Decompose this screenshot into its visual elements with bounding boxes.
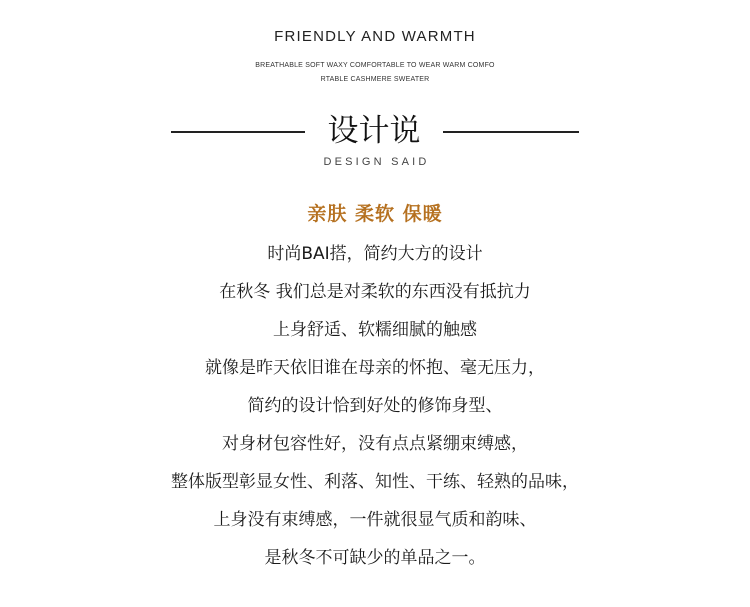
subtitle-line-1: BREATHABLE SOFT WAXY COMFORTABLE TO WEAR WARM COMFO (255, 62, 495, 69)
highlight-tagline: 亲肤 柔软 保暖 (307, 203, 443, 225)
body-line: 是秋冬不可缺少的单品之一。 (264, 548, 486, 568)
body-line: 上身没有束缚感，一件就很显气质和韵味、 (213, 510, 537, 530)
title-en: FRIENDLY AND WARMTH (274, 28, 476, 45)
body-line: 整体版型彰显女性、利落、知性、干练、轻熟的品味， (171, 472, 579, 492)
heading-rule-left (171, 131, 305, 133)
body-line: 上身舒适、软糯细腻的触感 (273, 320, 477, 340)
heading-rule-right (443, 131, 579, 133)
section-heading (0, 108, 750, 156)
body-line: 在秋冬 我们总是对柔软的东西没有抵抗力 (219, 282, 531, 302)
subtitle-en (0, 59, 750, 87)
body-line: 对身材包容性好，没有点点紧绷束缚感， (222, 434, 528, 454)
body-text (0, 238, 750, 580)
body-line: 就像是昨天依旧谁在母亲的怀抱、毫无压力， (205, 358, 545, 378)
section-title-zh: 设计说 (327, 113, 421, 149)
section-title-en: DESIGN SAID (323, 156, 430, 168)
subtitle-line-2: RTABLE CASHMERE SWEATER (320, 76, 430, 83)
body-line: 简约的设计恰到好处的修饰身型、 (247, 396, 503, 416)
body-line: 时尚BAI搭，简约大方的设计 (267, 244, 483, 264)
